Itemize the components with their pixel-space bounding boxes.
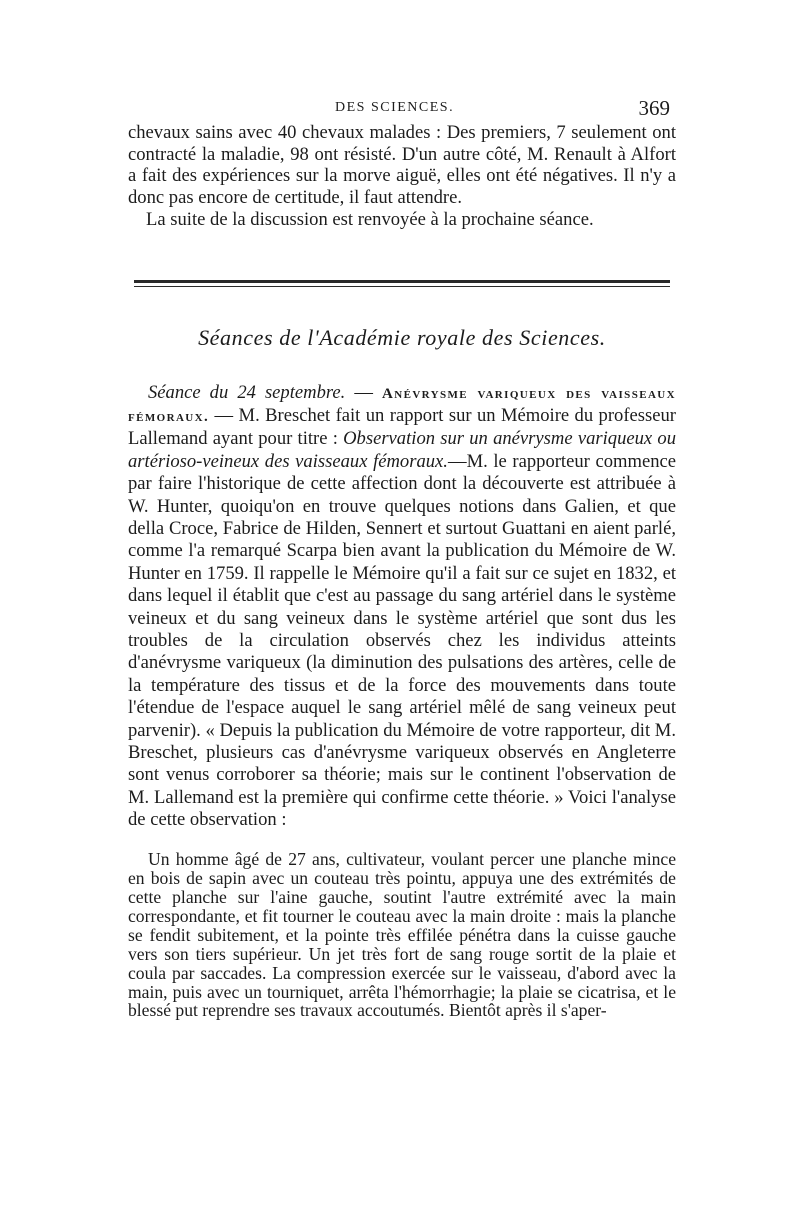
report-topic: Anévrysme variqueux des vaisseaux fémoraux. [128,385,676,425]
section-title: Séances de l'Académie royale des Sciences. [198,324,606,350]
closing-sentence: La suite de la discussion est renvoyée à la prochaine séance. [146,208,594,230]
date-dash: — [345,381,382,403]
page-number: 369 [638,96,670,120]
divider-thin-rule [134,286,670,287]
session-date: Séance du 24 septembre. [148,381,346,403]
divider-thick-rule [134,280,670,283]
section-divider [134,280,670,287]
running-head [128,96,676,122]
observation-paragraph: Un homme âgé de 27 ans, cultivateur, voulant percer une planche mince en bois de sapin avec un couteau très pointu, appuya une des extrémités de cette planche sur l'aine gauche, soutint l'autre extrémité avec la main correspondante, et fit tourner le couteau avec la main droite : mais la planche se fendit subitement, et la pointe très effilée pénétra dans la cuisse gauche vers son tiers supérieur. Un jet très fort de sang rouge sortit de la plaie et coula par saccades. La compression exercée sur le vaisseau, d'abord avec la main, puis avec un tourniquet, arrêta l'hémorrhagie; la plaie se cicatrisa, et le blessé put reprendre ses travaux accoutumés. Bientôt après il s'aper- [128,849,676,1021]
memoir-title: Observation sur un anévrysme variqueux ou artérioso-veineux des vaisseaux fémoraux. [128,428,676,472]
top-paragraph: chevaux sains avec 40 chevaux malades : Des premiers, 7 seulement ont contracté la maladie, 98 ont résisté. D'un autre côté, M. Renault à Alfort a fait des expériences sur la morve aiguë, elles ont été négatives. Il n'y a donc pas encore de certitude, il faut attendre. [128,122,676,209]
report-paragraph [128,382,676,832]
report-text-a: — M. Breschet fait un rapport sur un Mémoire du professeur Lallemand ayant pour titre : [128,404,676,450]
book-page [128,96,676,1038]
report-text-b: —M. le rapporteur commence par faire l'historique de cette affection dont la découverte est attribuée à W. Hunter, quoiqu'on en trouve quelques notions dans Galien, et que della Croce, Fabrice de Hilden, Sennert et surtout Guattani en aient parlé, comme l'a remarqué Scarpa bien avant la publication du Mémoire de W. Hunter en 1759. Il rappelle le Mémoire qu'il a fait sur ce sujet en 1832, et dans lequel il établit que c'est au passage du sang artériel dans le système veineux et du sang veineux dans le système artériel que sont dus les troubles de la circulation observés chez les individus atteints d'anévrysme variqueux (la diminution des pulsations des artères, celle de la température des tissus et de la force des mouvements dans toute l'étendue de l'espace auquel le sang artériel mêlé de sang veineux peut parvenir). « Depuis la publication du Mémoire de votre rapporteur, dit M. Breschet, plusieurs cas d'anévrysme variqueux observés en Angleterre sont venus corroborer sa théorie; mais sur le continent l'observation de M. Lallemand est la première qui confirme cette théorie. » Voici l'analyse de cette observation : [128,450,676,831]
running-title: DES SCIENCES. [335,100,455,115]
